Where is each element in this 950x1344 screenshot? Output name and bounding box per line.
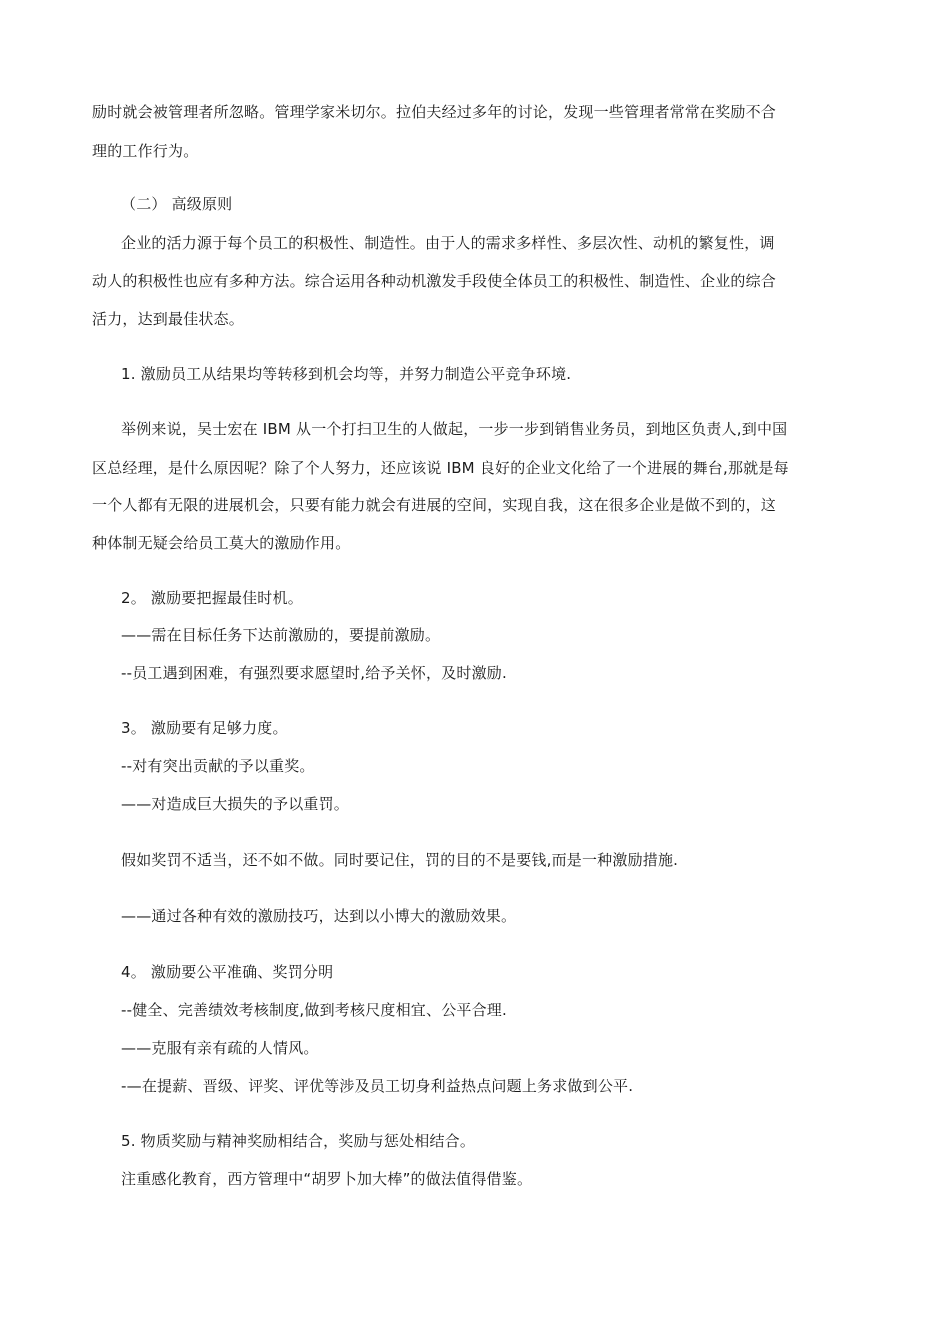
numbered-item-heading: 3。 激励要有足够力度。 — [121, 719, 288, 737]
list-item: -—在提薪、晋级、评奖、评优等涉及员工切身利益热点问题上务求做到公平. — [121, 1077, 634, 1095]
body-text-line: 活力，达到最佳状态。 — [92, 310, 245, 328]
section-heading: （二） 高级原则 — [121, 195, 233, 213]
list-item: --对有突出贡献的予以重奖。 — [121, 757, 315, 775]
list-item: --健全、完善绩效考核制度,做到考核尺度相宜、公平合理. — [121, 1001, 507, 1019]
body-text-line: 动人的积极性也应有多种方法。综合运用各种动机激发手段使全体员工的积极性、制造性、企业的综合 — [92, 272, 777, 290]
body-text-line: 种体制无疑会给员工莫大的激励作用。 — [92, 534, 351, 552]
body-text-line: 励时就会被管理者所忽略。管理学家米切尔。拉伯夫经过多年的讨论，发现一些管理者常常在奖励不合 — [92, 103, 777, 121]
body-text-line: 理的工作行为。 — [92, 142, 199, 160]
list-item: --员工遇到困难，有强烈要求愿望时,给予关怀，及时激励. — [121, 664, 507, 682]
body-text-line: 一个人都有无限的进展机会，只要有能力就会有进展的空间，实现自我，这在很多企业是做不到的，这 — [92, 496, 777, 514]
numbered-item-heading: 1. 激励员工从结果均等转移到机会均等，并努力制造公平竞争环境. — [121, 365, 572, 383]
list-item: ——需在目标任务下达前激励的，要提前激励。 — [121, 626, 441, 644]
numbered-item-heading: 2。 激励要把握最佳时机。 — [121, 589, 303, 607]
list-item: ——对造成巨大损失的予以重罚。 — [121, 795, 350, 813]
numbered-item-heading: 4。 激励要公平准确、奖罚分明 — [121, 963, 334, 981]
body-text-line: 注重感化教育，西方管理中“胡罗卜加大棒”的做法值得借鉴。 — [121, 1170, 533, 1188]
body-text-line: 企业的活力源于每个员工的积极性、制造性。由于人的需求多样性、多层次性、动机的繁复性，调 — [121, 234, 775, 252]
numbered-item-heading: 5. 物质奖励与精神奖励相结合，奖励与惩处相结合。 — [121, 1132, 476, 1150]
body-text-line: 区总经理，是什么原因呢？除了个人努力，还应该说 IBM 良好的企业文化给了一个进展的舞台,那就是每 — [92, 459, 789, 477]
body-text-line: 举例来说，吴士宏在 IBM 从一个打扫卫生的人做起，一步一步到销售业务员，到地区负责人,到中国 — [121, 420, 788, 438]
list-item: ——通过各种有效的激励技巧，达到以小博大的激励效果。 — [121, 907, 517, 925]
list-item: ——克服有亲有疏的人情风。 — [121, 1039, 319, 1057]
body-text-line: 假如奖罚不适当，还不如不做。同时要记住，罚的目的不是要钱,而是一种激励措施. — [121, 851, 679, 869]
